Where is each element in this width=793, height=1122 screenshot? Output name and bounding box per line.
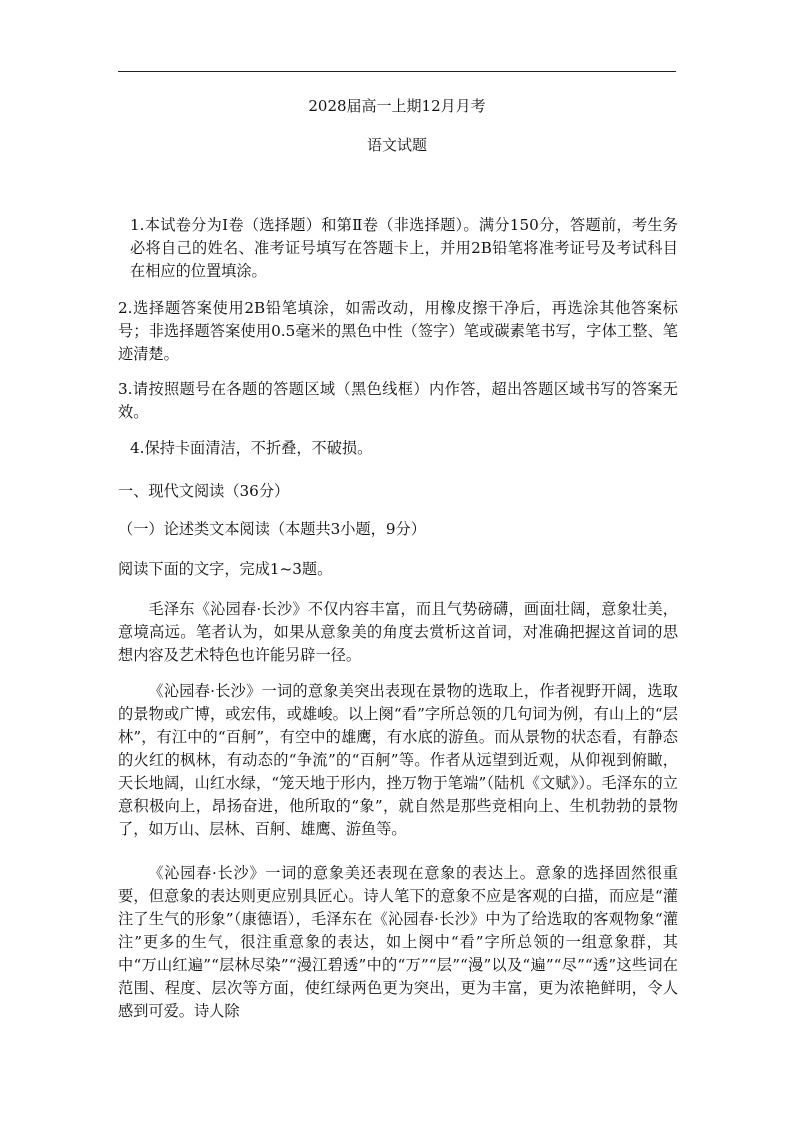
section-subheading: （一）论述类文本阅读（本题共3小题，9分） [118, 520, 426, 538]
passage-paragraph-1: 毛泽东《沁园春·长沙》不仅内容丰富，而且气势磅礴，画面壮阔，意象壮美，意境高远。笔者认为，如果从意象美的角度去赏析这首词，对准确把握这首词的思想内容及艺术特色也许能另辟一径。 [118, 600, 678, 664]
instruction-4: 4.保持卡面清洁，不折叠，不破损。 [130, 439, 373, 457]
instruction-2: 2.选择题答案使用2B铅笔填涂，如需改动，用橡皮擦干净后，再选涂其他答案标号；非选择题答案使用0.5毫米的黑色中性（签字）笔或碳素笔书写，字体工整、笔迹清楚。 [118, 299, 678, 363]
subject-title: 语文试题 [366, 136, 427, 154]
passage-paragraph-3: 《沁园春·长沙》一词的意象美还表现在意象的表达上。意象的选择固然很重要，但意象的表达则更应别具匠心。诗人笔下的意象不应是客观的白描，而应是“灌注了生气的形象”（康德语），毛泽东在《沁园春·长沙》中为了给选取的客观物象“灌注”更多的生气，很注重意象的表达，如上阕中“看”字所总领的一组意象群，其中“万山红遍”“层林尽染”“漫江碧透”中的“万”“层”“漫”以及“遍”“尽”“透”这些词在范围、程度、层次等方面，使红绿两色更为突出，更为丰富，更为浓艳鲜明，令人感到可爱。诗人除 [118, 864, 678, 1020]
exam-title: 2028届高一上期12月月考 [308, 97, 486, 115]
instruction-1: 1.本试卷分为Ⅰ卷（选择题）和第Ⅱ卷（非选择题）。满分150分，答题前，考生务必将自己的姓名、准考证号填写在答题卡上，并用2B铅笔将准考证号及考试科目在相应的位置填涂。 [130, 216, 678, 280]
instruction-3: 3.请按照题号在各题的答题区域（黑色线框）内作答，超出答题区域书写的答案无效。 [118, 380, 678, 421]
section-heading: 一、现代文阅读（36分） [118, 482, 290, 500]
header-rule [118, 71, 676, 72]
reading-prompt: 阅读下面的文字，完成1~3题。 [118, 560, 333, 578]
passage-paragraph-2: 《沁园春·长沙》一词的意象美突出表现在景物的选取上，作者视野开阔，选取的景物或广博，或宏伟，或雄峻。以上阕“看”字所总领的几句词为例，有山上的“层林”，有江中的“百舸”，有空中的雄鹰，有水底的游鱼。而从景物的状态看，有静态的火红的枫林，有动态的“争流”的“百舸”等。作者从远望到近观，从仰视到俯瞰，天长地阔，山红水绿，“笼天地于形内，挫万物于笔端”（陆机《文赋》）。毛泽东的立意积极向上，昂扬奋进，他所取的“象”，就自然是那些竞相向上、生机勃勃的景物了，如万山、层林、百舸、雄鹰、游鱼等。 [118, 682, 678, 838]
